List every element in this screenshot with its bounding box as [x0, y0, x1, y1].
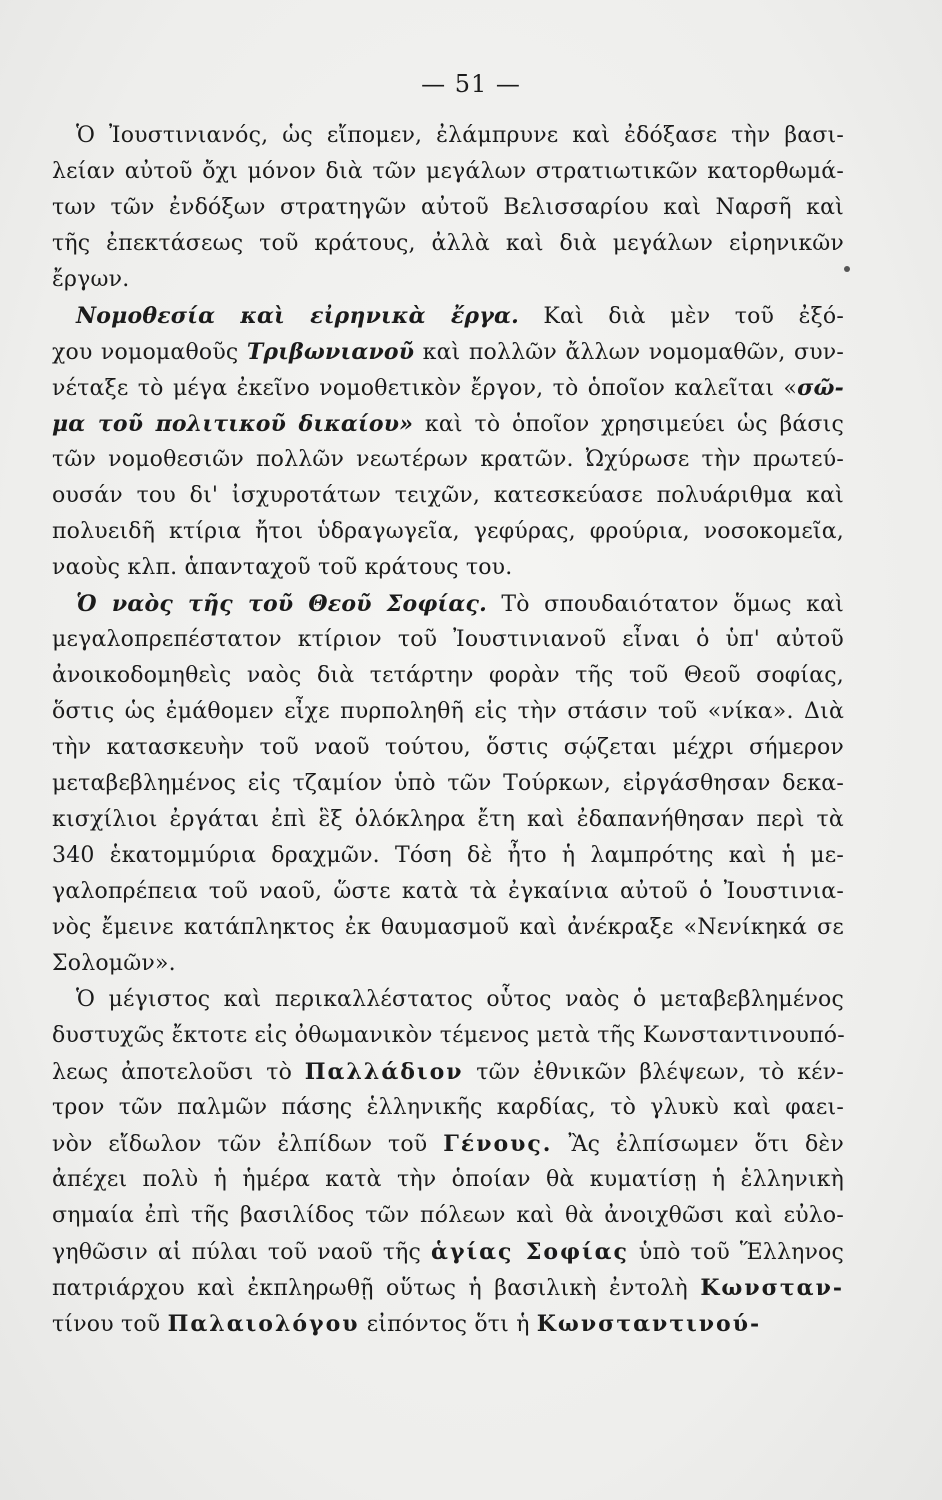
text-line: μα τοῦ πολιτικοῦ δικαίου» καὶ τὸ ὁποῖον χρησιμεύει ὡς βάσις	[52, 411, 844, 437]
text-line: λείαν αὐτοῦ ὄχι μόνον διὰ τῶν μεγάλων στρατιωτικῶν κατορθωμά-	[52, 159, 844, 184]
text-line: κισχίλιοι ἐργάται ἐπὶ ἓξ ὁλόκληρα ἔτη καὶ ἐδαπανήθησαν περὶ τὰ	[52, 807, 844, 832]
emphasized-text: Κωνσταν-	[700, 1275, 844, 1301]
text-line: ἀνοικοδομηθεὶς ναὸς διὰ τετάρτην φορὰν τῆς τοῦ Θεοῦ σοφίας,	[52, 663, 844, 688]
text-line: χου νομομαθοῦς Τριβωνιανοῦ καὶ πολλῶν ἄλλων νομομαθῶν, συν-	[52, 339, 844, 365]
ink-speck	[844, 266, 850, 272]
text-line: σημαία ἐπὶ τῆς βασιλίδος τῶν πόλεων καὶ θὰ ἀνοιχθῶσι καὶ εὐλο-	[52, 1203, 844, 1228]
text-line: Ὁ μέγιστος καὶ περικαλλέστατος οὗτος ναὸς ὁ μεταβεβλημένος	[76, 987, 844, 1012]
text-line: ουσάν του δι' ἰσχυροτάτων τειχῶν, κατεσκεύασε πολυάριθμα καὶ	[52, 483, 844, 508]
text-line: ναοὺς κλπ. ἁπανταχοῦ τοῦ κράτους του.	[52, 555, 513, 580]
text-line: νέταξε τὸ μέγα ἐκεῖνο νομοθετικὸν ἔργον, τὸ ὁποῖον καλεῖται «σῶ-	[52, 375, 844, 401]
section-heading-line: Ὁ ναὸς τῆς τοῦ Θεοῦ Σοφίας. Τὸ σπουδαιότατον ὅμως καὶ	[76, 591, 844, 617]
text-line: πατριάρχου καὶ ἐκπληρωθῇ οὕτως ἡ βασιλικὴ ἐντολὴ Κωνσταν-	[52, 1275, 844, 1301]
emphasized-text: Νομοθεσία καὶ εἰρηνικὰ ἔργα.	[76, 303, 519, 329]
text-line: μεγαλοπρεπέστατον κτίριον τοῦ Ἰουστινιανοῦ εἶναι ὁ ὑπ' αὐτοῦ	[52, 627, 844, 652]
emphasized-text: Παλλάδιον	[304, 1059, 464, 1085]
text-line: λεως ἀποτελοῦσι τὸ Παλλάδιον τῶν ἐθνικῶν βλέψεων, τὸ κέν-	[52, 1059, 844, 1085]
body-text	[52, 118, 844, 1342]
text-line: των τῶν ἐνδόξων στρατηγῶν αὐτοῦ Βελισσαρίου καὶ Ναρσῆ καὶ	[52, 195, 844, 220]
emphasized-text: μα τοῦ πολιτικοῦ δικαίου»	[52, 411, 414, 437]
text-line: τὴν κατασκευὴν τοῦ ναοῦ τούτου, ὅστις σῴζεται μέχρι σήμερον	[52, 735, 844, 760]
emphasized-text: Ὁ ναὸς τῆς τοῦ Θεοῦ Σοφίας.	[76, 591, 487, 617]
emphasized-text: σῶ-	[797, 375, 844, 401]
text-line: ὅστις ὡς ἐμάθομεν εἶχε πυρποληθῆ εἰς τὴν στάσιν τοῦ «νίκα». Διὰ	[52, 699, 844, 724]
text-line: τρον τῶν παλμῶν πάσης ἑλληνικῆς καρδίας, τὸ γλυκὺ καὶ φαει-	[52, 1095, 844, 1120]
text-line: τῶν νομοθεσιῶν πολλῶν νεωτέρων κρατῶν. Ὠχύρωσε τὴν πρωτεύ-	[52, 447, 844, 472]
text-line: πολυειδῆ κτίρια ἤτοι ὑδραγωγεῖα, γεφύρας, φρούρια, νοσοκομεῖα,	[52, 519, 844, 544]
text-line: 340 ἑκατομμύρια δραχμῶν. Τόση δὲ ἦτο ἡ λαμπρότης καὶ ἡ με-	[52, 843, 844, 868]
emphasized-text: Γένους.	[443, 1131, 553, 1157]
section-heading-line: Νομοθεσία καὶ εἰρηνικὰ ἔργα. Καὶ διὰ μὲν τοῦ ἐξό-	[76, 303, 844, 329]
emphasized-text: Παλαιολόγου	[167, 1311, 360, 1337]
text-line: ἀπέχει πολὺ ἡ ἡμέρα κατὰ τὴν ὁποίαν θὰ κυματίσῃ ἡ ἑλληνικὴ	[52, 1167, 844, 1192]
text-line: τίνου τοῦ Παλαιολόγου εἰπόντος ὅτι ἡ Κωνσταντινού-	[52, 1311, 762, 1337]
text-line: νὸν εἴδωλον τῶν ἐλπίδων τοῦ Γένους. Ἂς ἐλπίσωμεν ὅτι δὲν	[52, 1131, 844, 1157]
text-line: Ὁ Ἰουστινιανός, ὡς εἴπομεν, ἐλάμπρυνε καὶ ἐδόξασε τὴν βασι-	[76, 123, 844, 148]
text-line: Σολομῶν».	[52, 951, 176, 976]
text-line: τῆς ἐπεκτάσεως τοῦ κράτους, ἀλλὰ καὶ διὰ μεγάλων εἰρηνικῶν	[52, 231, 844, 256]
emphasized-text: Κωνσταντινού-	[536, 1311, 762, 1337]
text-line: μεταβεβλημένος εἰς τζαμίον ὑπὸ τῶν Τούρκων, εἰργάσθησαν δεκα-	[52, 771, 844, 796]
text-line: γαλοπρέπεια τοῦ ναοῦ, ὥστε κατὰ τὰ ἐγκαίνια αὐτοῦ ὁ Ἰουστινια-	[52, 879, 844, 904]
emphasized-text: Τριβωνιανοῦ	[246, 339, 415, 365]
emphasized-text: ἁγίας Σοφίας	[431, 1239, 629, 1265]
text-line: γηθῶσιν αἱ πύλαι τοῦ ναοῦ τῆς ἁγίας Σοφίας ὑπὸ τοῦ Ἕλληνος	[52, 1239, 845, 1265]
text-line: δυστυχῶς ἔκτοτε εἰς ὀθωμανικὸν τέμενος μετὰ τῆς Κωνσταντινουπό-	[52, 1023, 845, 1048]
text-line: νὸς ἔμεινε κατάπληκτος ἐκ θαυμασμοῦ καὶ ἀνέκραξε «Νενίκηκά σε	[52, 915, 844, 940]
page-number: — 51 —	[421, 70, 521, 98]
text-line: ἔργων.	[52, 267, 130, 292]
